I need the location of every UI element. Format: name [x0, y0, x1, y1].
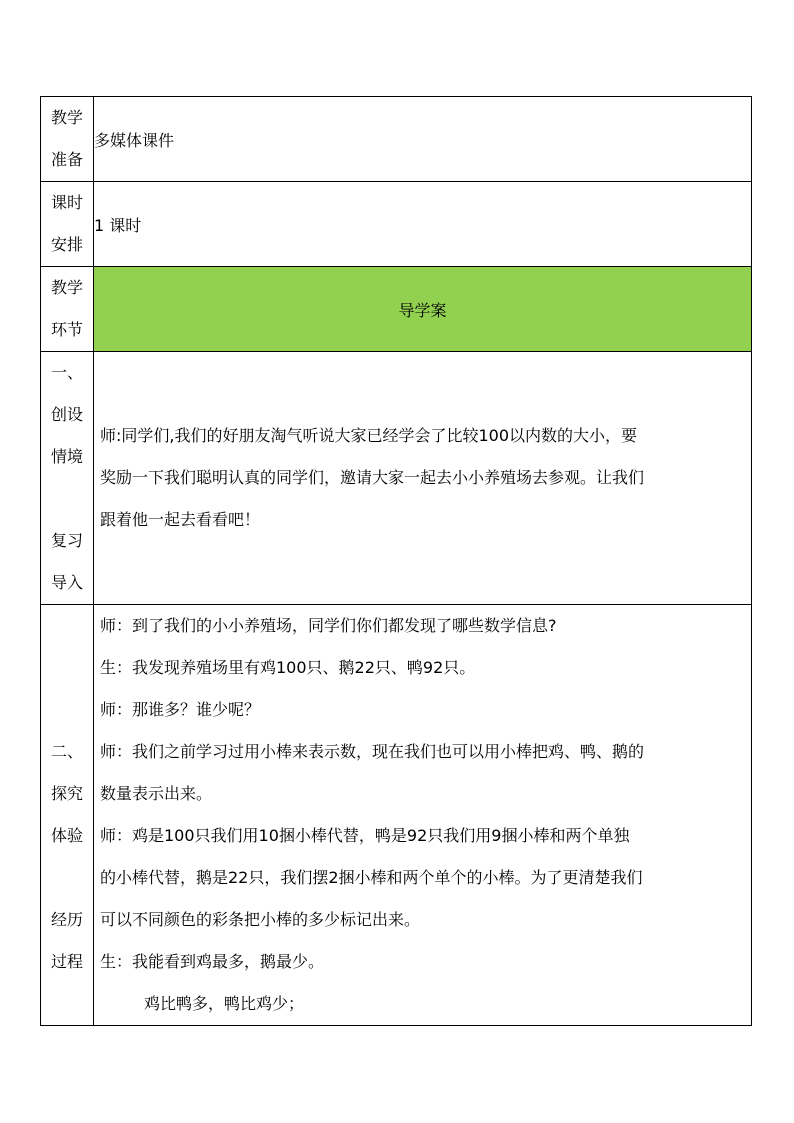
- content-guided-plan-header: 导学案: [94, 267, 752, 352]
- text-line: 奖励一下我们聪明认真的同学们，邀请大家一起去小小养殖场去参观。让我们: [100, 468, 645, 487]
- text-line: 生：我能看到鸡最多，鹅最少。: [100, 952, 325, 971]
- label-intro: [41, 352, 94, 605]
- label-line: 经历: [50, 910, 83, 929]
- row-intro: [41, 352, 752, 605]
- row-explore: [41, 605, 752, 1026]
- text-line: 师：鸡是100只我们用10捆小棒代替，鸭是92只我们用9捆小棒和两个单独: [100, 826, 630, 845]
- text-line: 的小棒代替，鹅是22只，我们摆2捆小棒和两个单个的小棒。为了更清楚我们: [100, 868, 643, 887]
- intro-paragraph: [94, 415, 751, 541]
- row-schedule: [41, 182, 752, 267]
- row-teaching-prep: [41, 97, 752, 182]
- label-line: 过程: [50, 952, 83, 971]
- label-line: 导入: [50, 573, 83, 592]
- label-line: 教学: [50, 108, 83, 127]
- text-line: 可以不同颜色的彩条把小棒的多少标记出来。: [100, 910, 421, 929]
- text-line: 生：我发现养殖场里有鸡100只、鹅22只、鸭92只。: [100, 658, 476, 677]
- label-line: [41, 478, 93, 520]
- explore-dialogue: [94, 605, 751, 1025]
- label-line: 二、: [50, 742, 83, 761]
- text-line: 跟着他一起去看看吧！: [100, 510, 261, 529]
- label-teaching-prep: [41, 97, 94, 182]
- label-line: 一、: [50, 363, 83, 382]
- label-line: [41, 857, 93, 899]
- text-line: 鸡比鸭多，鸭比鸡少；: [144, 994, 305, 1013]
- label-line: 创设: [50, 405, 83, 424]
- label-line: [41, 647, 93, 689]
- text-line: 师：到了我们的小小养殖场，同学们你们都发现了哪些数学信息?: [100, 616, 557, 635]
- label-line: 准备: [50, 150, 83, 169]
- text-line: 师：那谁多？谁少呢？: [100, 700, 261, 719]
- label-line: [41, 689, 93, 731]
- label-teaching-stage: [41, 267, 94, 352]
- text-line: 数量表示出来。: [100, 784, 213, 803]
- text-line: 师：我们之前学习过用小棒来表示数，现在我们也可以用小棒把鸡、鸭、鹅的: [100, 742, 645, 761]
- text-line: 师:同学们,我们的好朋友淘气听说大家已经学会了比较100以内数的大小，要: [100, 426, 638, 445]
- content-explore: [94, 605, 752, 1026]
- label-explore: [41, 605, 94, 1026]
- label-line: 安排: [50, 235, 83, 254]
- label-line: 体验: [50, 826, 83, 845]
- label-line: 环节: [50, 320, 83, 339]
- label-schedule: [41, 182, 94, 267]
- content-schedule: 1 课时: [94, 182, 752, 267]
- content-teaching-prep: 多媒体课件: [94, 97, 752, 182]
- label-line: 探究: [50, 784, 83, 803]
- lesson-plan-table: [40, 96, 752, 1026]
- label-line: 课时: [50, 193, 83, 212]
- label-line: 情境: [50, 447, 83, 466]
- label-line: 教学: [50, 278, 83, 297]
- label-line: 复习: [50, 531, 83, 550]
- row-teaching-stage: [41, 267, 752, 352]
- content-intro: [94, 352, 752, 605]
